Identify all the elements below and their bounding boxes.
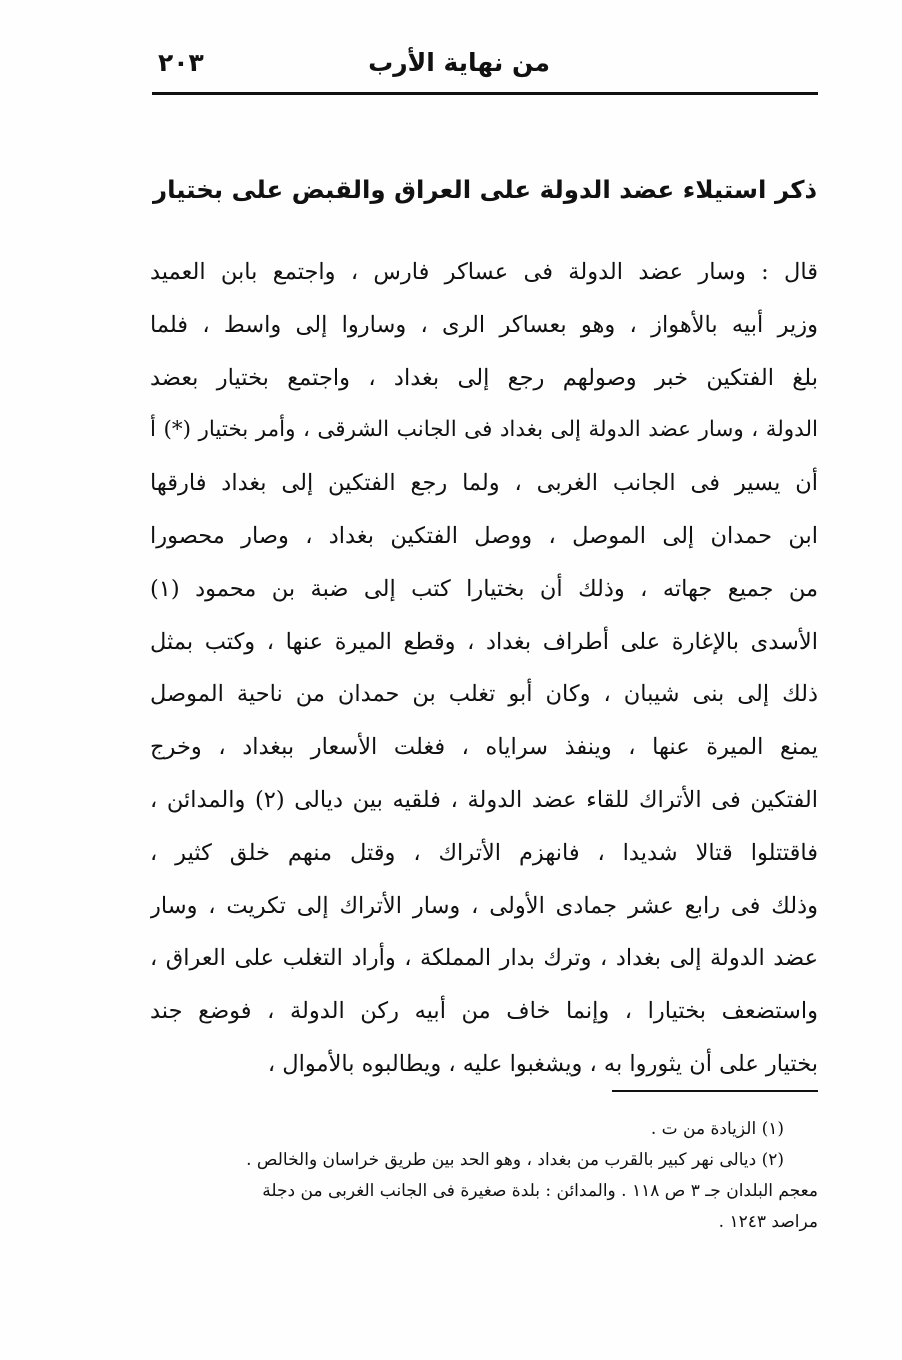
footnote-rule — [612, 1090, 818, 1092]
body-line: الدولة ، وسار عضد الدولة إلى بغداد فى الجانب الشرقى ، وأمر بختيار (*) أ — [150, 417, 818, 443]
footnote-2: (٢) ديالى نهر كبير بالقرب من بغداد ، وهو الحد بين طريق خراسان والخالص . — [246, 1150, 784, 1170]
body-line: وذلك فى رابع عشر جمادى الأولى ، وسار الأتراك إلى تكريت ، وسار — [150, 892, 818, 919]
footnotes — [150, 1114, 818, 1238]
section-heading: ذكر استيلاء عضد الدولة على العراق والقبض على بختيار — [152, 175, 818, 204]
body-line: ابن حمدان إلى الموصل ، ووصل الفتكين بغداد ، وصار محصورا — [150, 522, 818, 549]
body-line: وزير أبيه بالأهواز ، وهو بعساكر الرى ، وساروا إلى واسط ، فلما — [150, 311, 818, 338]
body-line: الأسدى بالإغارة على أطراف بغداد ، وقطع الميرة عنها ، وكتب بمثل — [150, 628, 818, 655]
body-line: ذلك إلى بنى شيبان ، وكان أبو تغلب بن حمدان من ناحية الموصل — [150, 681, 818, 708]
header-rule — [152, 92, 818, 95]
body-line: بلغ الفتكين خبر وصولهم رجع إلى بغداد ، واجتمع بختيار بعضد — [150, 364, 818, 391]
body-line: من جميع جهاته ، وذلك أن بختيارا كتب إلى ضبة بن محمود (١) — [150, 575, 818, 602]
footnote-2-continued: مراصد ١٢٤٣ . — [718, 1212, 818, 1232]
body-line: بختيار على أن يثوروا به ، ويشغبوا عليه ، ويطالبوه بالأموال ، — [267, 1050, 818, 1077]
body-line: أن يسير فى الجانب الغربى ، ولما رجع الفتكين إلى بغداد فارقها — [150, 470, 818, 497]
body-line: عضد الدولة إلى بغداد ، وترك بدار المملكة ، وأراد التغلب على العراق ، — [150, 945, 818, 972]
body-line: فاقتتلوا قتالا شديدا ، فانهزم الأتراك ، وقتل منهم خلق كثير ، — [150, 839, 818, 866]
running-title: من نهاية الأرب — [368, 48, 550, 77]
footnote-1: (١) الزيادة من ت . — [650, 1119, 784, 1139]
footnote-2-continued: معجم البلدان جـ ٣ ص ١١٨ . والمدائن : بلدة صغيرة فى الجانب الغربى من دجلة — [262, 1181, 818, 1201]
body-text — [150, 246, 818, 1091]
body-line: الفتكين فى الأتراك للقاء عضد الدولة ، فلقيه بين ديالى (٢) والمدائن ، — [150, 786, 818, 813]
body-line: يمنع الميرة عنها ، وينفذ سراياه ، فغلت الأسعار ببغداد ، وخرج — [150, 734, 818, 761]
body-line: قال : وسار عضد الدولة فى عساكر فارس ، واجتمع بابن العميد — [150, 259, 818, 285]
page-number: ٢٠٣ — [158, 48, 204, 77]
running-head — [152, 40, 818, 92]
body-line: واستضعف بختيارا ، وإنما خاف من أبيه ركن الدولة ، فوضع جند — [150, 998, 818, 1025]
